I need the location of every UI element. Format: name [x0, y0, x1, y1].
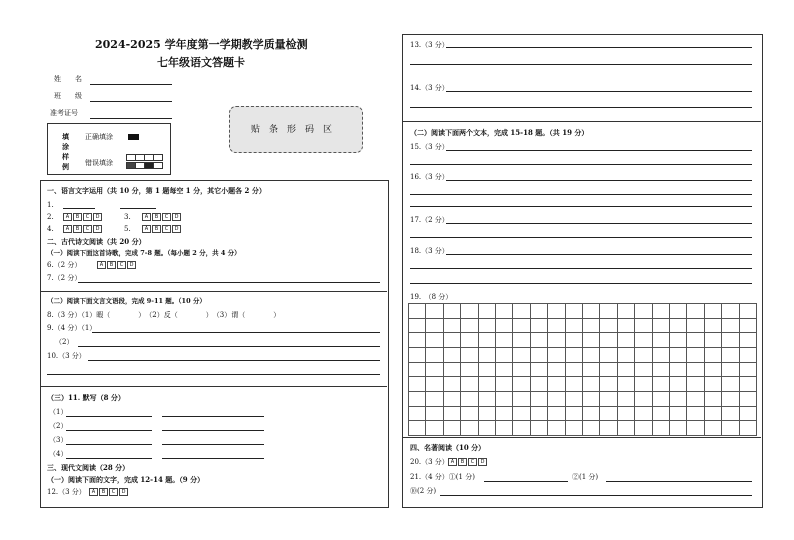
option-d[interactable]: D [172, 213, 181, 221]
class-field[interactable] [90, 101, 172, 102]
q9-answer-line-2[interactable] [78, 346, 380, 347]
option-c[interactable]: C [162, 225, 171, 233]
q10-answer-line-1[interactable] [88, 360, 380, 361]
q16-line-1[interactable] [446, 180, 752, 181]
q17-label: 17.（2 分） [410, 216, 449, 224]
id-field[interactable] [90, 118, 172, 119]
option-d[interactable]: D [172, 225, 181, 233]
q3-options[interactable] [142, 213, 181, 221]
section-1-title: 一、语言文字运用（共 10 分，第 1 题每空 1 分，其它小题各 2 分） [47, 186, 266, 195]
dictation-1b[interactable] [162, 416, 264, 417]
fill-side-label: 涂 [62, 142, 69, 151]
q10-label: 10.（3 分） [47, 352, 86, 360]
option-b[interactable]: B [458, 458, 467, 466]
q21-part-2-label: ②(1 分) [572, 473, 599, 481]
option-c[interactable]: C [117, 261, 126, 269]
barcode-label: 贴 条 形 码 区 [251, 125, 333, 135]
q8-label: 8.（3 分）（1）暇（ ） （2）反（ ） （3）谓（ ） [47, 311, 281, 319]
q14-line-2[interactable] [410, 107, 752, 108]
dictation-2b[interactable] [162, 430, 264, 431]
option-d[interactable]: D [119, 488, 128, 496]
page-subtitle: 七年级语文答题卡 [157, 56, 245, 69]
q21-label: 21.（4 分）①(1 分) [410, 473, 475, 481]
barcode-area [229, 106, 363, 153]
q16-line-2[interactable] [410, 194, 752, 195]
option-b[interactable]: B [73, 213, 82, 221]
section-2-title: 二、古代诗文阅读（共 20 分） [47, 237, 146, 246]
q1-label: 1. [47, 201, 54, 209]
fill-side-label: 例 [62, 162, 69, 171]
dictation-4a[interactable] [66, 458, 152, 459]
dictation-2-label: （2） [49, 422, 68, 430]
class-label: 班 级 [54, 92, 82, 100]
q13-line-1[interactable] [446, 47, 752, 48]
q16-label: 16.（3 分） [410, 173, 449, 181]
section-3-part-1: （一）阅读下面的文字，完成 12-14 题。（9 分） [47, 475, 205, 484]
dictation-3b[interactable] [162, 444, 264, 445]
q15-label: 15.（3 分） [410, 143, 449, 151]
q2-options[interactable] [63, 213, 102, 221]
option-c[interactable]: C [162, 213, 171, 221]
option-d[interactable]: D [93, 213, 102, 221]
q17-line-2[interactable] [410, 237, 752, 238]
name-label: 姓 名 [54, 75, 82, 83]
q12-options[interactable] [89, 488, 128, 496]
section-2-part-3: （三）11. 默写（8 分） [47, 393, 125, 402]
option-a[interactable]: A [448, 458, 457, 466]
option-a[interactable]: A [63, 225, 72, 233]
q18-line-1[interactable] [446, 254, 752, 255]
divider [41, 386, 387, 387]
q9b-label: （2） [55, 338, 74, 346]
option-d[interactable]: D [127, 261, 136, 269]
dictation-3a[interactable] [66, 444, 152, 445]
page-title: 2024-2025 学年度第一学期教学质量检测 [95, 38, 308, 51]
divider [403, 121, 761, 122]
section-2-part-2: （二）阅读下面文言文语段，完成 9-11 题。（10 分） [47, 297, 206, 305]
dictation-1a[interactable] [66, 416, 152, 417]
q4-label: 4. [47, 225, 54, 233]
option-a[interactable]: A [142, 213, 151, 221]
option-d[interactable]: D [93, 225, 102, 233]
q17-line-1[interactable] [446, 223, 752, 224]
option-a[interactable]: A [142, 225, 151, 233]
id-label: 准考证号 [50, 109, 78, 117]
option-c[interactable]: C [109, 488, 118, 496]
q3-label: 3. [124, 213, 131, 221]
q18-line-3[interactable] [410, 283, 752, 284]
q21-blank-3[interactable] [440, 495, 752, 496]
option-a[interactable]: A [63, 213, 72, 221]
fill-side-label: 样 [62, 152, 69, 161]
fill-side-label: 填 [62, 132, 69, 141]
option-b[interactable]: B [73, 225, 82, 233]
q14-line-1[interactable] [446, 91, 752, 92]
q13-line-2[interactable] [410, 64, 752, 65]
q9-answer-line-1[interactable] [92, 332, 380, 333]
q6-label: 6.（2 分） [47, 261, 82, 269]
q1-blank-1[interactable] [63, 208, 95, 209]
option-a[interactable]: A [97, 261, 106, 269]
q12-label: 12.（3 分） [47, 488, 86, 496]
q15-line-2[interactable] [410, 164, 752, 165]
correct-fill-label: 正确填涂 [85, 133, 113, 141]
dictation-3-label: （3） [49, 436, 68, 444]
dictation-4b[interactable] [162, 458, 264, 459]
fill-example-box [47, 123, 171, 175]
q7-answer-line[interactable] [78, 282, 380, 283]
q20-label: 20.（3 分） [410, 458, 449, 466]
q4-options[interactable] [63, 225, 102, 233]
divider [41, 291, 387, 292]
option-a[interactable]: A [89, 488, 98, 496]
q16-line-3[interactable] [410, 206, 752, 207]
option-b[interactable]: B [99, 488, 108, 496]
q7-label: 7.（2 分） [47, 274, 82, 282]
option-c[interactable]: C [83, 213, 92, 221]
dictation-1-label: （1） [49, 408, 68, 416]
option-c[interactable]: C [468, 458, 477, 466]
option-b[interactable]: B [152, 225, 161, 233]
dictation-2a[interactable] [66, 430, 152, 431]
section-4-title: 四、名著阅读（10 分） [410, 443, 486, 452]
q19-label: 19. （8 分） [410, 293, 453, 301]
section-3-part-2: （二）阅读下面两个文本，完成 15-18 题。（共 19 分） [410, 128, 589, 137]
q20-options[interactable] [448, 458, 487, 466]
q6-options[interactable] [97, 261, 136, 269]
name-field[interactable] [90, 84, 172, 85]
q10-answer-line-2[interactable] [47, 374, 380, 375]
q13-label: 13.（3 分） [410, 41, 449, 49]
wrong-fill-label: 错误填涂 [85, 159, 113, 167]
option-d[interactable]: D [478, 458, 487, 466]
q18-label: 18.（3 分） [410, 247, 449, 255]
section-2-part-1: （一）阅读下面这首诗歌，完成 7-8 题。（每小题 2 分，共 4 分） [47, 249, 241, 257]
q14-label: 14.（3 分） [410, 84, 449, 92]
wrong-fill-samples [126, 154, 162, 168]
section-3-title: 三、现代文阅读（28 分） [47, 463, 130, 472]
q1-blank-2[interactable] [120, 208, 156, 209]
option-b[interactable]: B [107, 261, 116, 269]
composition-grid[interactable] [408, 303, 757, 436]
q5-options[interactable] [142, 225, 181, 233]
q21-blank-2[interactable] [606, 481, 752, 482]
q18-line-2[interactable] [410, 268, 752, 269]
q2-label: 2. [47, 213, 54, 221]
correct-fill-sample [128, 134, 139, 140]
q15-line-1[interactable] [446, 150, 752, 151]
option-b[interactable]: B [152, 213, 161, 221]
option-c[interactable]: C [83, 225, 92, 233]
q21-blank-1[interactable] [484, 481, 568, 482]
divider [403, 437, 761, 438]
dictation-4-label: （4） [49, 450, 68, 458]
q9-label: 9.（4 分）（1） [47, 324, 97, 332]
q5-label: 5. [124, 225, 131, 233]
q21-part-3-label: ⑩(2 分) [410, 487, 437, 495]
